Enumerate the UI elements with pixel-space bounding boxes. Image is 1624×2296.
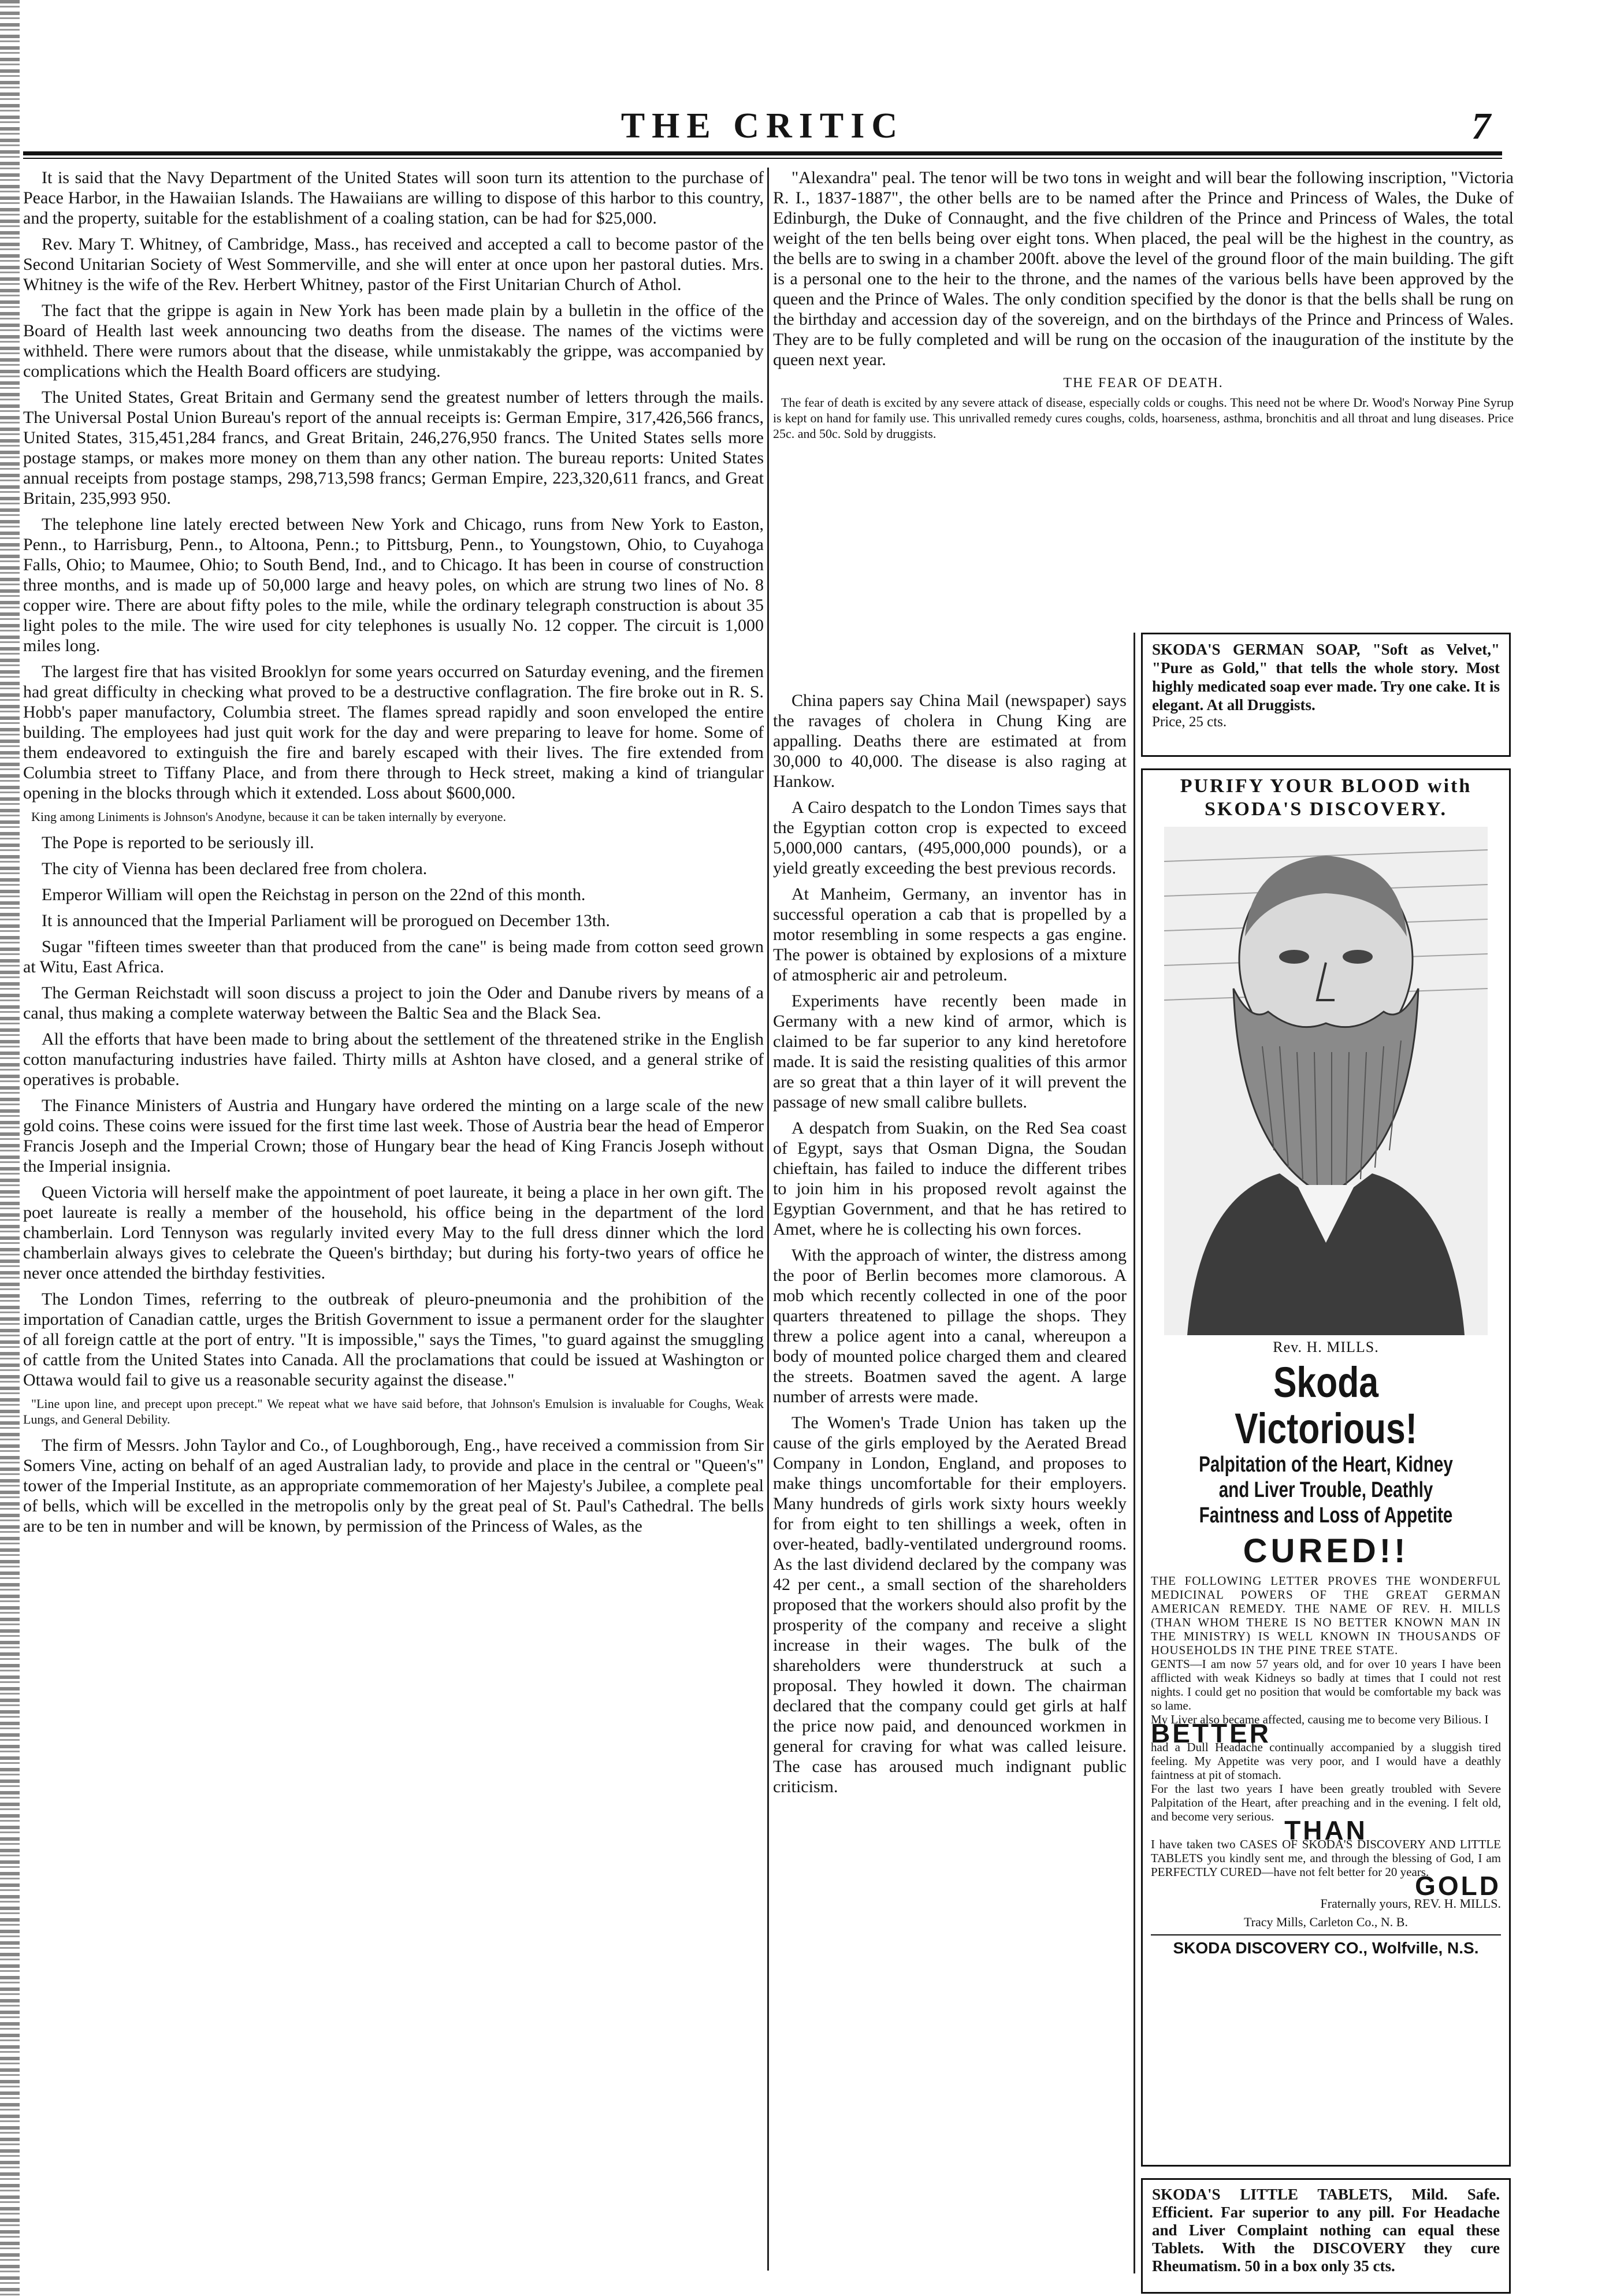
purify-headline: PURIFY YOUR BLOOD with SKODA'S DISCOVERY. [1180, 775, 1472, 820]
news-item: The Women's Trade Union has taken up the cause of the girls employed by the Aerated Bread Company in London, England, and proposes to make things uncomfortable for their employers. Many hundreds of girls work sixty hours weekly for from eight to ten shillings a week, often in over-heated, badly-ventilated underground rooms. As the last dividend declared by the company was 42 per cent., a small section of the shareholders proposed that the workers should also profit by the prosperity of the company and receive a slight increase in their wages. The bulk of the shareholders were thunderstruck at such a proposal. They howled it down. The chairman declared that the company could get girls at half the price now paid, and denounced workmen in general for craving for what was called leisure. The case has aroused much indignant public criticism. [773, 1413, 1127, 1796]
news-item: The firm of Messrs. John Taylor and Co., of Loughborough, Eng., have received a commission from Sir Somers Vine, acting on behalf of an aged Australian lady, to provide and place in the central or "Queen's" tower of the Imperial Institute, as an appropriate commemoration of her Majesty's Jubilee, a complete peal of bells, which will be excelled in the metropolis only by the great peal of St. Paul's Cathedral. The bells are to be ten in number and will be known, by permission of the Princess of Wales, as the [23, 1436, 764, 1536]
letter-signature: Fraternally yours, REV. H. MILLS. [1320, 1896, 1501, 1911]
column-divider [767, 168, 769, 2271]
cured-headline: CURED!! [1243, 1532, 1409, 1570]
advert-note: The fear of death is excited by any severe attack of disease, especially colds or coughs. This need not be where Dr. Wood's Norway Pine Syrup is kept on hand for family use. This unrivalled remedy cures coughs, colds, hoarseness, asthma, bronchitis and all throat and lung diseases. Price 25c. and 50c. Sold by druggists. [773, 395, 1514, 441]
letter-paragraph: For the last two years I have been greatly troubled with Severe Palpitation of the Heart, after preaching and in the evening. I felt old, and become very serious. [1151, 1782, 1501, 1823]
portrait-engraving [1164, 827, 1488, 1335]
news-item: The London Times, referring to the outbreak of pleuro-pneumonia and the prohibition of the importation of Canadian cattle, urges the British Government to issue a permanent order for the slaughter of all foreign cattle at the port of entry. "It is impossible," says the Times, "to guard against the smuggling of cattle from the United States into Canada. All the proclamations that could be issued at Washington or Ottawa would fail to give us a reasonable security against the disease." [23, 1290, 764, 1390]
news-item: Emperor William will open the Reichstag in person on the 22nd of this month. [42, 885, 586, 904]
news-item: It is announced that the Imperial Parliament will be prorogued on December 13th. [42, 911, 610, 930]
fear-of-death-heading: THE FEAR OF DEATH. [1063, 376, 1224, 391]
gold-emphasis: GOLD [1415, 1871, 1501, 1901]
portrait-image [1164, 827, 1488, 1335]
news-item: China papers say China Mail (newspaper) says the ravages of cholera in Chung King are appalling. Deaths there are estimated at from 30,000 to 40,000. The disease is also raging at Hankow. [773, 691, 1127, 791]
advert-note: King among Liniments is Johnson's Anodyne, because it can be taken internally by everyone. [31, 809, 507, 824]
news-item: At Manheim, Germany, an inventor has in successful operation a cab that is propelled by a motor resembling in some respects a gas engine. The power is obtained by explosions of a mixture of atmospheric air and petroleum. [773, 885, 1127, 984]
letter-paragraph: GENTS—I am now 57 years old, and for over 10 years I have been afflicted with weak Kidneys so badly at times that I could not rest nights. I could get no position that would be comfortable my back was so lame. [1151, 1657, 1501, 1712]
news-item: A despatch from Suakin, on the Red Sea coast of Egypt, says that Osman Digna, the Soudan chieftain, has failed to induce the different tribes to join him in his proposed revolt against the Egyptian Government, and that he has retired to Amet, where he is collecting his own forces. [773, 1119, 1127, 1239]
news-item: The United States, Great Britain and Germany send the greatest number of letters through the mails. The Universal Postal Union Bureau's report of the annual receipts is: German Empire, 317,426,566 francs, United States, 315,451,284 francs, and Great Britain, 246,276,950 francs. The United States sells more postage stamps, or makes more money on them than any other nation. The bureau reports: United States annual receipts from postage stamps, 298,713,598 francs; German Empire, 223,320,611 francs, and Great Britain, 235,993 950. [23, 388, 764, 508]
news-item: Queen Victoria will herself make the appointment of poet laureate, it being a place in her own gift. The poet laureate is really a member of the household, his office being in the department of the lord chamberlain. Lord Tennyson was regularly invited every May to the full dress dinner which the lord chamberlain always gives to celebrate the Queen's birthday; but during his forty-two years of office he never once attended the birthday festivities. [23, 1183, 764, 1283]
letter-paragraph: My Liver also became affected, causing me to become very Bilious. I [1151, 1712, 1489, 1726]
news-item: With the approach of winter, the distress among the poor of Berlin becomes more clamorous. A mob which recently collected in one of the poor quarters threatened to pillage the shops. They threw a police agent into a canal, whereupon a body of mounted police charged them and cleared the streets. Boatmen saved the agent. A large number of arrests were made. [773, 1246, 1127, 1406]
news-item: The Pope is reported to be seriously ill. [42, 833, 314, 852]
letter-paragraph: had a Dull Headache continually accompanied by a sluggish tired feeling. My Appetite was very poor, and I would have a deathly faintness at pit of stomach. [1151, 1740, 1501, 1782]
soap-ad-price: Price, 25 cts. [1152, 714, 1227, 730]
column-middle [773, 690, 1127, 2273]
advert-note: "Line upon line, and precept upon precept." We repeat what we have said before, that Johnson's Emulsion is invaluable for Coughs, Weak Lungs, and General Debility. [23, 1396, 764, 1426]
letter-address: Tracy Mills, Carleton Co., N. B. [1244, 1915, 1408, 1929]
news-item: "Alexandra" peal. The tenor will be two tons in weight and will bear the following inscription, "Victoria R. I., 1837-1887", the other bells are to be named after the Prince and Princess of Wales, the Duke of Edinburgh, the Duke of Connaught, and the five children of the Prince and Princess of Wales, the total weight of the ten bells being over eight tons. When placed, the peal will be the highest in the country, as the bells are to swing in a chamber 200ft. above the level of the ground floor of the main building. The gift is a personal one to the heir to the throne, and the names of the various bells have been approved by the queen and the Prince of Wales. The only condition specified by the donor is that the bells shall be rung on the birthday and accession day of the sovereign, and on the birthdays of the Prince and Princess of Wales. They are to be fully completed and will be rung on the occasion of the inauguration of the institute by the queen next year. [773, 168, 1514, 369]
letter-paragraph: I have taken two CASES OF SKODA'S DISCOVERY AND LITTLE TABLETS you kindly sent me, and through the blessing of God, I am PERFECTLY CURED—have not felt better for 20 years. [1151, 1837, 1501, 1879]
news-item: It is said that the Navy Department of the United States will soon turn its attention to the purchase of Peace Harbor, in the Hawaiian Islands. The Hawaiians are willing to dispose of this harbor to this country, and the property, suitable for the establishment of a coaling station, can be had for $25,000. [23, 168, 764, 228]
letter-lead: THE FOLLOWING LETTER PROVES THE WONDERFUL MEDICINAL POWERS OF THE GREAT GERMAN AMERICAN REMEDY. THE NAME OF REV. H. MILLS (THAN WHOM THERE IS NO BETTER KNOWN MAN IN THE MINISTRY) IS WELL KNOWN IN THOUSANDS OF HOUSEHOLDS IN THE PINE TREE STATE. [1151, 1574, 1501, 1657]
tablets-ad-text: SKODA'S LITTLE TABLETS, Mild. Safe. Efficient. Far superior to any pill. For Headache and Liver Complaint nothing can equal these Tablets. With the DISCOVERY they cure Rheumatism. 50 in a box only 35 cts. [1152, 2186, 1500, 2275]
ailments-subheadline: Palpitation of the Heart, Kidney and Liver Trouble, Deathly Faintness and Loss of Appetite [1199, 1452, 1453, 1528]
news-item: All the efforts that have been made to bring about the settlement of the threatened strike in the English cotton manufacturing industries have failed. Thirty mills at Ashton have closed, and a general strike of operatives is probable. [23, 1030, 764, 1089]
victorious-headline: Skoda Victorious! [1235, 1358, 1417, 1452]
news-item: The telephone line lately erected between New York and Chicago, runs from New York to Easton, Penn., to Harrisburg, Penn., to Altoona, Penn.; to Pittsburg, Penn., to Youngstown, Ohio, to Cuyahoga Falls, Ohio; to Maumee, Ohio; to South Bend, Ind., and to Chicago. It has been in course of construction three months, and is made up of 50,000 large and heavy poles, on which are strung two lines of No. 8 copper wire. There are about fifty poles to the mile, while the ordinary telegraph construction is about 35 light poles to the mile. The wire used for city telephones is usually No. 12 copper. The circuit is 1,000 miles long. [23, 515, 764, 655]
discovery-advertisement [1141, 768, 1511, 2167]
company-name: SKODA DISCOVERY CO., Wolfville, N.S. [1151, 1934, 1501, 1957]
news-item: The German Reichstadt will soon discuss a project to join the Oder and Danube rivers by means of a canal, thus making a complete waterway between the Baltic Sea and the Black Sea. [23, 983, 764, 1023]
page-number: 7 [1471, 105, 1491, 147]
better-emphasis: BETTER [1151, 1718, 1271, 1748]
column-divider [1134, 633, 1135, 2273]
portrait-caption: Rev. H. MILLS. [1273, 1339, 1379, 1355]
page-header [23, 101, 1502, 150]
soap-advertisement [1141, 633, 1511, 757]
news-item: Rev. Mary T. Whitney, of Cambridge, Mass., has received and accepted a call to become pastor of the Second Unitarian Society of West Sommerville, and she will enter at once upon her pastoral duties. Mrs. Whitney is the wife of the Rev. Herbert Whitney, pastor of the First Unitarian Church of Athol. [23, 235, 764, 294]
binding-edge [0, 0, 20, 2296]
masthead-title: THE CRITIC [620, 106, 905, 146]
header-rule [23, 151, 1502, 159]
testimonial-letter [1151, 1574, 1501, 1901]
news-item: A Cairo despatch to the London Times says that the Egyptian cotton crop is expected to exceed 5,000,000 cantars, (495,000,000 pounds), or a yield greatly exceeding the best previous records. [773, 798, 1127, 878]
news-item: Sugar "fifteen times sweeter than that produced from the cane" is being made from cotton seed grown at Witu, East Africa. [23, 937, 764, 976]
news-item: The fact that the grippe is again in New York has been made plain by a bulletin in the office of the Board of Health last week announcing two deaths from the disease. The names of the victims were withheld. There were rumors about that the disease, while unmistakably the grippe, was accompanied by complications which the Health Board officers are studying. [23, 301, 764, 381]
column-right-top [773, 168, 1514, 688]
than-emphasis: THAN [1284, 1815, 1367, 1845]
tablets-advertisement [1141, 2178, 1511, 2294]
column-left [23, 168, 764, 2271]
news-item: The largest fire that has visited Brooklyn for some years occurred on Saturday evening, and the firemen had great difficulty in checking what proved to be a destructive conflagration. The fire broke out in R. S. Hobb's paper manufactory, Columbia street. The flames spread rapidly and soon enveloped the entire building. The employees had just quit work for the day and were preparing to leave for home. Some of them endeavored to extinguish the fire and barely escaped with their lives. The fire extended from Columbia street to Tiffany Place, and from there through to Heck street, making a kind of triangular opening in the blocks through which it extended. Loss about $600,000. [23, 662, 764, 803]
news-item: The Finance Ministers of Austria and Hungary have ordered the minting on a large scale of the new gold coins. These coins were issued for the first time last week. Those of Austria bear the head of Emperor Francis Joseph and the Imperial Crown; those of Hungary bear the head of King Francis Joseph without the Imperial insignia. [23, 1096, 764, 1176]
news-item: The city of Vienna has been declared free from cholera. [42, 859, 428, 878]
soap-ad-text: SKODA'S GERMAN SOAP, "Soft as Velvet," "Pure as Gold," that tells the whole story. Most highly medicated soap ever made. Try one cake. It is elegant. At all Druggists. [1152, 641, 1500, 714]
news-item: Experiments have recently been made in Germany with a new kind of armor, which is claimed to be far superior to any kind heretofore made. It is said the resisting qualities of this armor are so great that a thin layer of it will prevent the passage of new small calibre bullets. [773, 991, 1127, 1112]
